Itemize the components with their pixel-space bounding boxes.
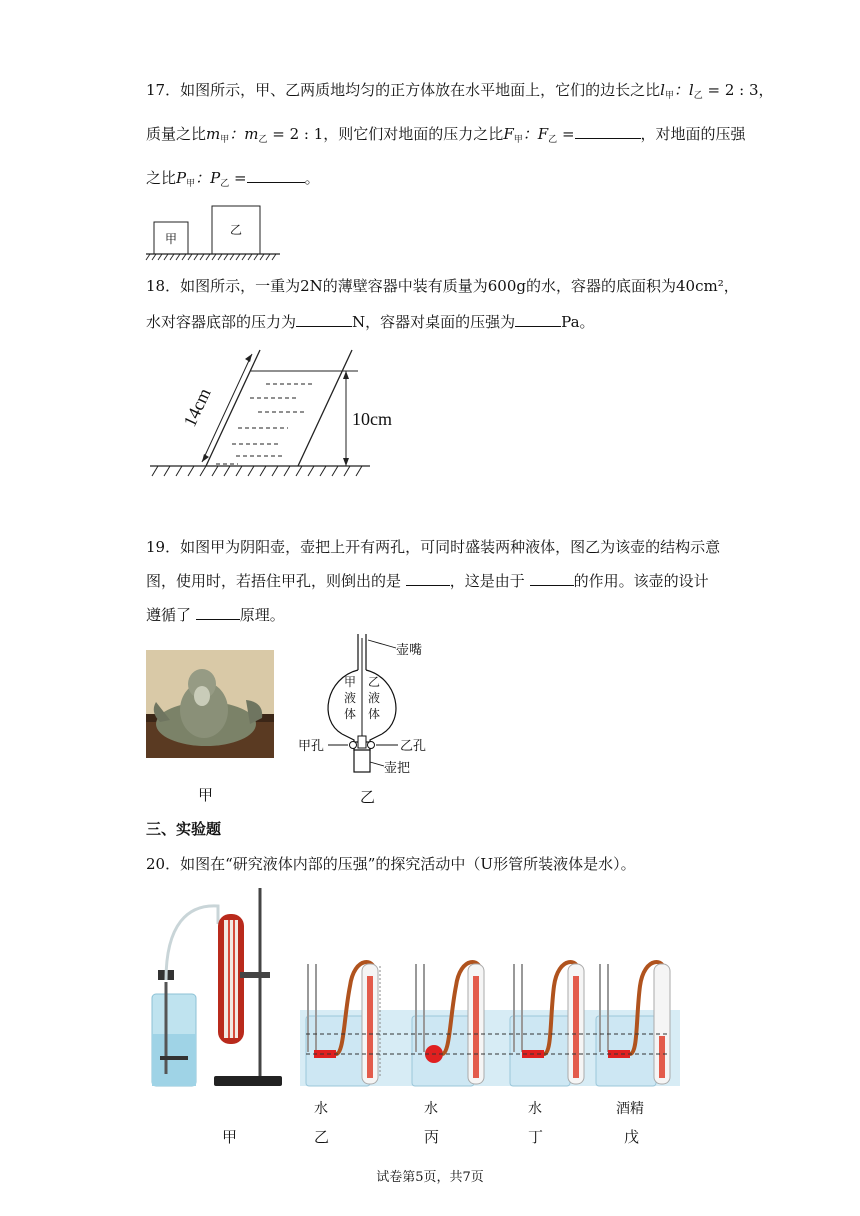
answer-blank[interactable] [196, 605, 240, 620]
q17-var: ：P [195, 169, 221, 187]
q18-text: 水对容器底部的压力为 [146, 313, 297, 331]
q17-line2 [146, 124, 746, 150]
slant-arrow-top [245, 354, 252, 362]
setup-bing [412, 962, 484, 1086]
q17-text: = 2 : 1，则它们对地面的压力之比 [267, 125, 504, 143]
q17-var: P [176, 169, 187, 187]
q17-text: = [557, 125, 575, 143]
container-left-wall [206, 350, 260, 466]
q19-text: 原理。 [239, 606, 285, 624]
q19-caption-yi: 乙 [360, 788, 376, 806]
pressure-gauge-apparatus-photo [148, 884, 300, 1096]
liquid-a-label-1: 甲 [344, 675, 357, 689]
setup-yi [306, 962, 380, 1086]
height-label: 10cm [352, 409, 392, 429]
answer-blank[interactable] [530, 571, 574, 586]
q17-sub: 甲 [186, 179, 196, 189]
q17-var: ：m [229, 125, 259, 143]
q18-text: Pa。 [561, 313, 595, 331]
q19-line1 [146, 537, 720, 557]
container-right-wall [298, 350, 352, 466]
q18-line2 [146, 312, 595, 332]
q17-line1 [146, 80, 774, 106]
q17-var: m [206, 125, 221, 143]
q17-text: 质量之比 [146, 125, 207, 143]
q19-text: ，这是由于 [449, 572, 525, 590]
q18-text: 18．如图所示，一重为2N的薄壁容器中装有质量为600g的水，容器的底面积为40cm²， [146, 277, 739, 295]
q17-text: ，对地面的压强 [640, 125, 746, 143]
q19-text: 遵循了 [146, 606, 192, 624]
q17-var: F [503, 125, 514, 143]
q17-var: ：l [673, 81, 694, 99]
q19-text: 19．如图甲为阴阳壶，壶把上开有两孔，可同时盛装两种液体，图乙为该壶的结构示意 [146, 538, 721, 556]
yinyang-teapot-photo [146, 650, 274, 758]
q17-text: 之比 [146, 169, 177, 187]
hole-b-label: 乙孔 [400, 739, 427, 754]
q19-text: 图，使用时，若捂住甲孔，则倒出的是 [146, 572, 402, 590]
q17-sub: 甲 [513, 135, 523, 145]
q17-sub: 乙 [548, 135, 558, 145]
q18-text: N，容器对桌面的压强为 [352, 313, 516, 331]
section-title: 三、实验题 [146, 820, 222, 838]
spout-label: 壶嘴 [396, 643, 423, 658]
figure-caption: 戊 [624, 1128, 640, 1146]
u-tube-experiments-diagram [300, 946, 680, 1096]
q17-sub: 甲 [664, 91, 674, 101]
handle-label: 壶把 [384, 761, 411, 776]
liquid-b-label-1: 乙 [368, 675, 381, 689]
hole-a-label: 甲孔 [298, 739, 325, 754]
q17-text: 。 [304, 169, 320, 187]
q18-line1 [146, 276, 739, 296]
q17-text: = 2 : 3， [702, 81, 774, 99]
liquid-label: 水 [528, 1101, 542, 1117]
q20-text: 20．如图在“研究液体内部的压强”的探究活动中（U形管所装液体是水）。 [146, 855, 636, 873]
figure-caption: 甲 [222, 1128, 238, 1146]
liquid-b-label-2: 液 [368, 691, 381, 705]
height-arrow-top [343, 371, 349, 379]
figure-caption: 丙 [424, 1128, 440, 1146]
answer-blank[interactable] [406, 571, 450, 586]
q17-text: 17．如图所示，甲、乙两质地均匀的正方体放在水平地面上，它们的边长之比 [146, 81, 661, 99]
q19-text: 的作用。该壶的设计 [573, 572, 709, 590]
table-hatch [152, 466, 362, 476]
q19-caption-jia: 甲 [198, 786, 214, 804]
liquid-b-label-3: 体 [368, 707, 381, 721]
q17-sub: 甲 [220, 135, 230, 145]
figure-caption: 乙 [314, 1128, 330, 1146]
q20-line1 [146, 854, 636, 874]
q19-line3 [146, 605, 285, 625]
slant-label: 14cm [179, 384, 215, 430]
liquid-label: 水 [424, 1101, 438, 1117]
cube-jia-label: 甲 [165, 232, 178, 246]
q17-sub: 乙 [693, 91, 703, 101]
setup-ding [510, 962, 584, 1086]
cube-yi-label: 乙 [230, 223, 243, 237]
q18-container-figure [146, 344, 392, 484]
height-arrow-bottom [343, 458, 349, 466]
liquid-label: 水 [314, 1101, 328, 1117]
figure-caption: 丁 [528, 1128, 544, 1146]
setup-wu [596, 962, 670, 1086]
q17-line3 [146, 168, 320, 194]
q17-sub: 乙 [258, 135, 268, 145]
q17-cubes-figure [146, 202, 286, 264]
slant-dimension [202, 354, 252, 462]
q17-sub: 乙 [220, 179, 230, 189]
teapot-structure-diagram [296, 630, 446, 778]
page-footer: 试卷第5页，共7页 [376, 1170, 484, 1185]
answer-blank[interactable] [247, 168, 305, 183]
q17-text: = [229, 169, 247, 187]
liquid-a-label-3: 体 [344, 707, 357, 721]
answer-blank[interactable] [515, 312, 561, 327]
q17-var: ：F [522, 125, 549, 143]
answer-blank[interactable] [296, 312, 352, 327]
q19-line2 [146, 571, 709, 591]
answer-blank[interactable] [575, 124, 641, 139]
liquid-a-label-2: 液 [344, 691, 357, 705]
ground-hatch [146, 254, 276, 260]
water-dashes [216, 384, 312, 464]
liquid-label: 酒精 [616, 1101, 644, 1117]
q17-var: l [660, 81, 665, 99]
